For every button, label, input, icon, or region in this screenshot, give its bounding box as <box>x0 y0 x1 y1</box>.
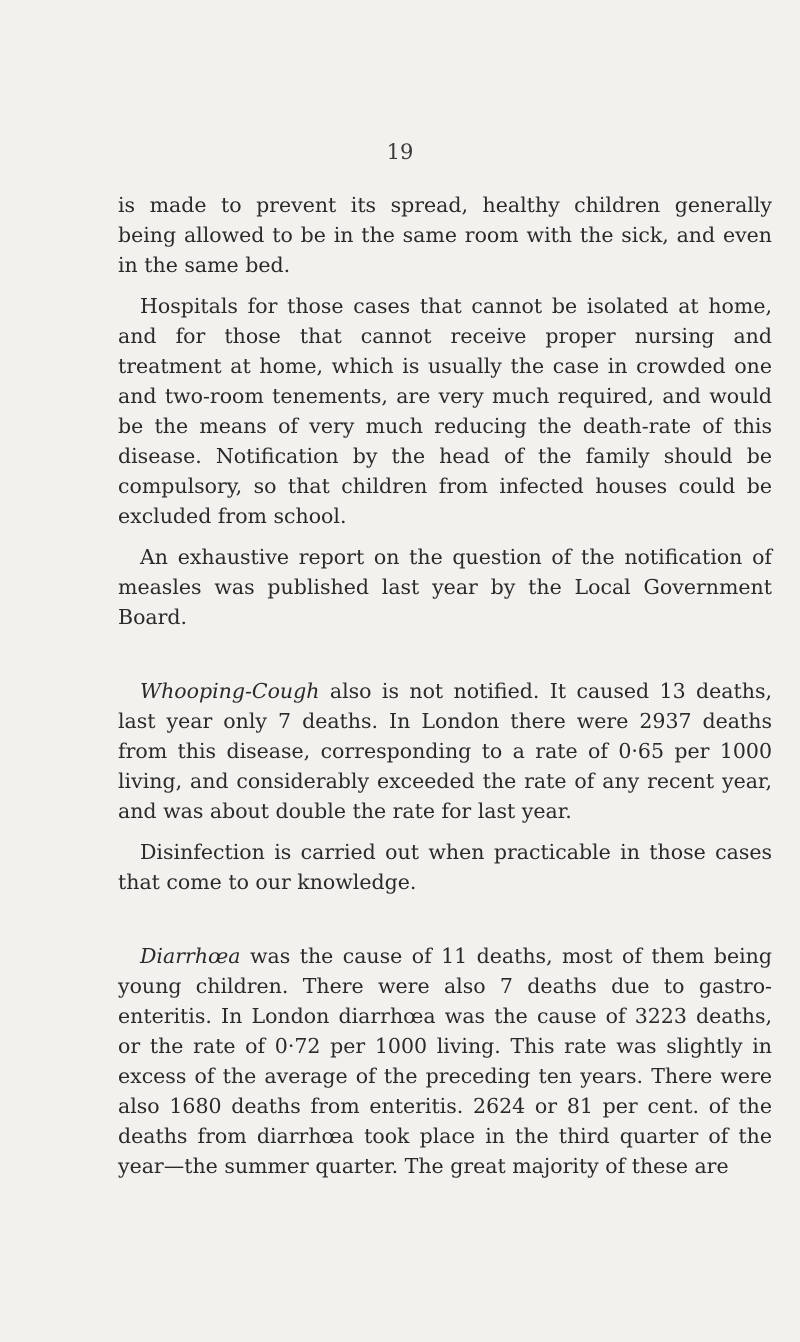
diarrhoea-heading: Diarrhœa <box>140 944 241 968</box>
section-gap <box>118 643 772 676</box>
page-number: 19 <box>386 140 414 164</box>
whooping-cough-heading: Whooping-Cough <box>140 679 320 703</box>
whooping-cough-text: also is not notified. It caused 13 deaths, last year only 7 deaths. In London there were 2937 deaths from this disease, corresponding to a rate of 0·65 per 1000 living, and considerably exceeded the rate of any recent year, and was about double the rate for last year. <box>118 679 772 823</box>
paragraph-report: An exhaustive report on the question of the notification of measles was published last year by the Local Government Board. <box>118 545 772 629</box>
paragraph-disinfection: Disinfection is carried out when practicable in those cases that come to our knowledge. <box>118 840 772 894</box>
paragraph-hospitals: Hospitals for those cases that cannot be isolated at home, and for those that cannot receive proper nursing and treatment at home, which is usually the case in crowded one and two-room tenements, are very much required, and would be the means of very much reducing the death-rate of this disease. Notification by the head of the family should be compulsory, so that children from infected houses could be excluded from school. <box>118 294 772 528</box>
diarrhoea-text: was the cause of 11 deaths, most of them being young children. There were also 7 deaths due to gastro-enteritis. In London diarrhœa was the cause of 3223 deaths, or the rate of 0·72 per 1000 living. This rate was slightly in excess of the average of the preceding ten years. There were also 1680 deaths from enteritis. 2624 or 81 per cent. of the deaths from diarrhœa took place in the third quarter of the year—the summer quarter. The great majority of these are <box>118 944 772 1178</box>
paragraph-whooping-cough <box>118 676 772 826</box>
section-gap <box>118 908 772 941</box>
body-text <box>118 190 772 1192</box>
paragraph-measles-continued: is made to prevent its spread, healthy children generally being allowed to be in the same room with the sick, and even in the same bed. <box>118 193 772 277</box>
paragraph-diarrhoea <box>118 941 772 1181</box>
